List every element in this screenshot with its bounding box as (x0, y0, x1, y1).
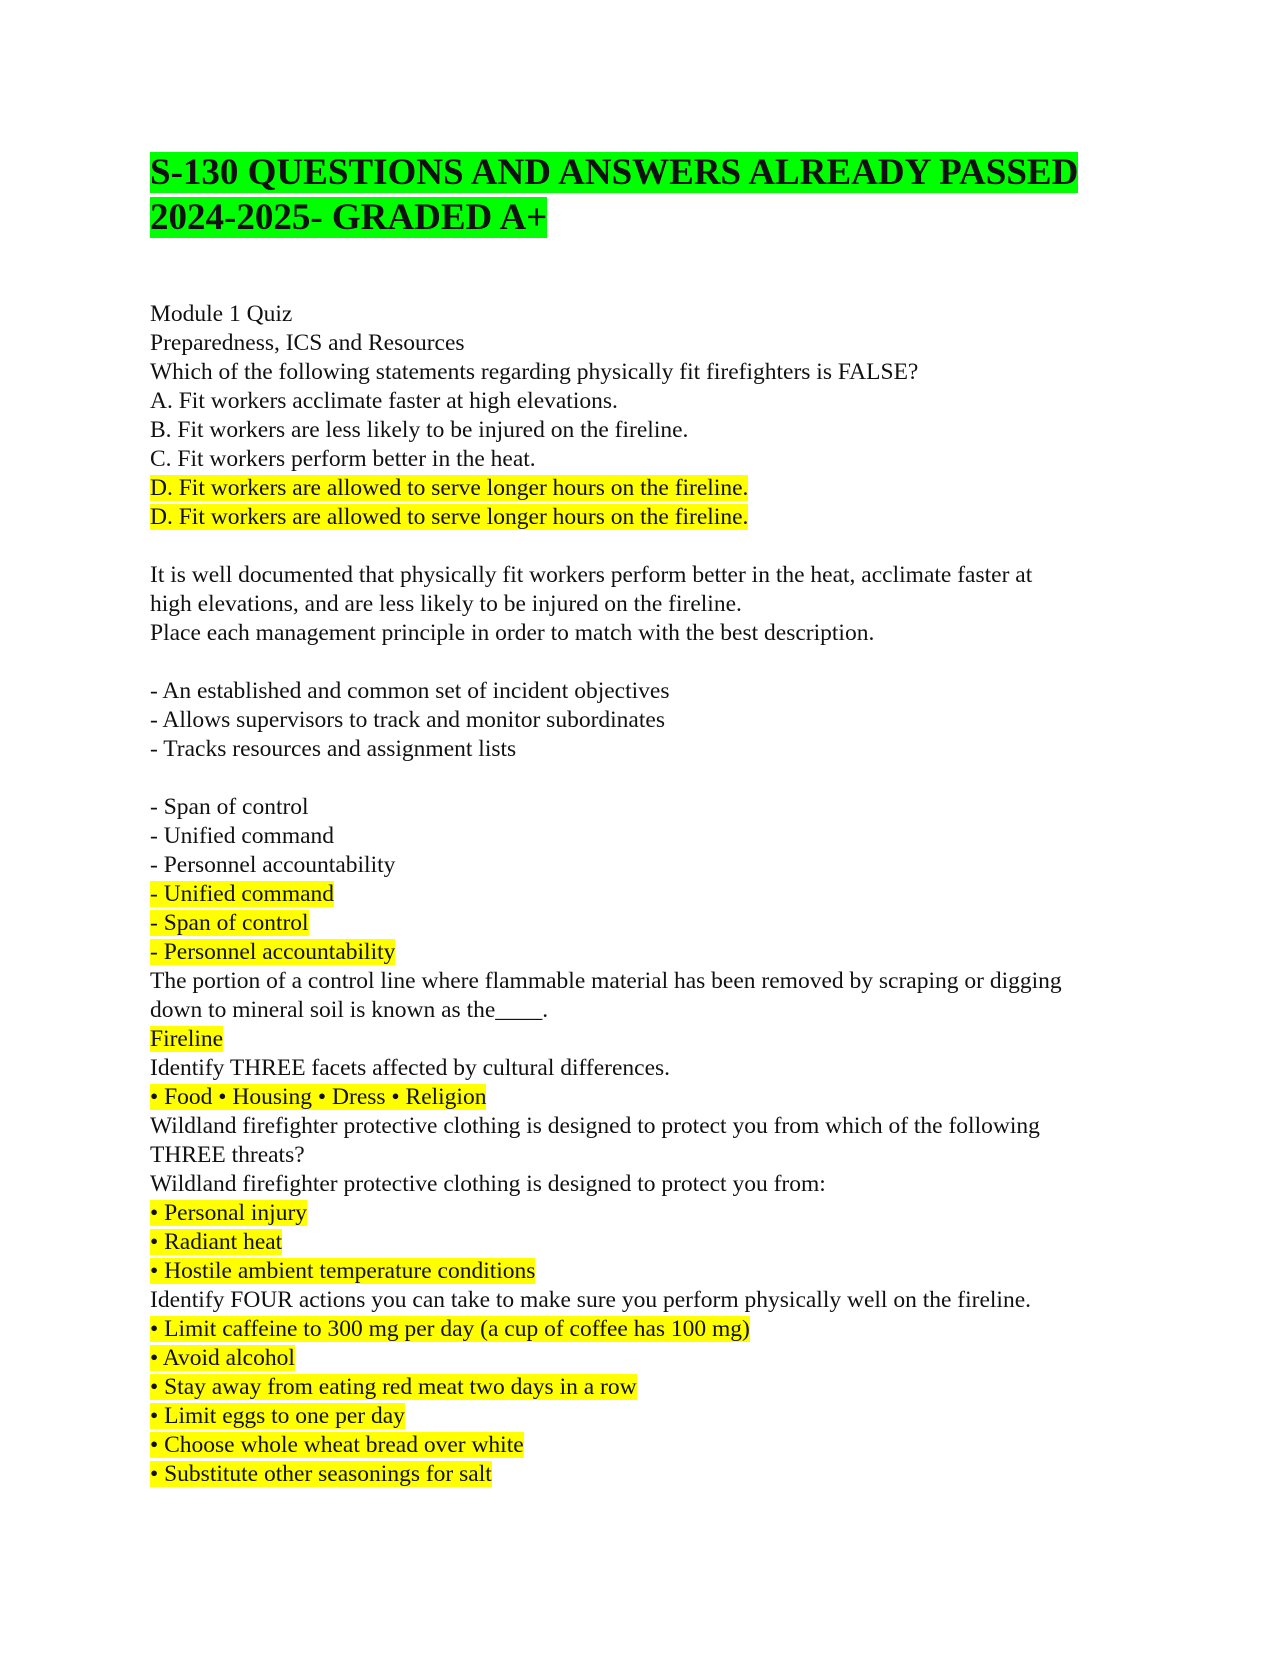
line-text: high elevations, and are less likely to be injured on the fireline. (150, 591, 742, 617)
line-text: Wildland firefighter protective clothing is designed to protect you from: (150, 1171, 826, 1197)
text-line (150, 416, 1150, 445)
answer-line (150, 1373, 1150, 1402)
text-line (150, 387, 1150, 416)
text-line (150, 735, 1150, 764)
answer-line (150, 1257, 1150, 1286)
blank-line (150, 532, 1150, 561)
text-line (150, 561, 1150, 590)
text-line (150, 706, 1150, 735)
line-text: Module 1 Quiz (150, 301, 293, 327)
document-body (150, 300, 1150, 1489)
highlighted-answer-text: - Personnel accountability (150, 939, 396, 965)
highlighted-answer-text: • Personal injury (150, 1200, 308, 1226)
text-line (150, 300, 1150, 329)
answer-line (150, 474, 1150, 503)
line-text: - An established and common set of incident objectives (150, 678, 670, 704)
title-line-1: S-130 QUESTIONS AND ANSWERS ALREADY PASSED (150, 152, 1079, 193)
line-text: Identify FOUR actions you can take to make sure you perform physically well on the fireline. (150, 1287, 1032, 1313)
answer-line (150, 909, 1150, 938)
blank-line (150, 648, 1150, 677)
highlighted-answer-text: - Span of control (150, 910, 309, 936)
highlighted-answer-text: • Substitute other seasonings for salt (150, 1461, 492, 1487)
line-text: - Allows supervisors to track and monitor subordinates (150, 707, 665, 733)
text-line (150, 619, 1150, 648)
text-line (150, 793, 1150, 822)
highlighted-answer-text: • Choose whole wheat bread over white (150, 1432, 524, 1458)
answer-line (150, 1460, 1150, 1489)
line-text: - Span of control (150, 794, 309, 820)
highlighted-answer-text: D. Fit workers are allowed to serve longer hours on the fireline. (150, 475, 749, 501)
line-text: Which of the following statements regarding physically fit firefighters is FALSE? (150, 359, 919, 385)
highlighted-answer-text: - Unified command (150, 881, 335, 907)
answer-line (150, 1344, 1150, 1373)
line-text: It is well documented that physically fit workers perform better in the heat, acclimate faster at (150, 562, 1033, 588)
highlighted-answer-text: D. Fit workers are allowed to serve longer hours on the fireline. (150, 504, 749, 530)
highlighted-answer-text: • Hostile ambient temperature conditions (150, 1258, 536, 1284)
text-line (150, 996, 1150, 1025)
text-line (150, 1112, 1150, 1141)
text-line (150, 329, 1150, 358)
answer-line (150, 1199, 1150, 1228)
highlighted-answer-text: • Avoid alcohol (150, 1345, 295, 1371)
highlighted-answer-text: Fireline (150, 1026, 224, 1052)
line-text: Wildland firefighter protective clothing is designed to protect you from which of the following (150, 1113, 1040, 1139)
text-line (150, 445, 1150, 474)
text-line (150, 1141, 1150, 1170)
highlighted-answer-text: • Limit caffeine to 300 mg per day (a cup of coffee has 100 mg) (150, 1316, 750, 1342)
highlighted-answer-text: • Stay away from eating red meat two days in a row (150, 1374, 637, 1400)
text-line (150, 822, 1150, 851)
highlighted-answer-text: • Radiant heat (150, 1229, 283, 1255)
line-text: - Personnel accountability (150, 852, 396, 878)
line-text: Identify THREE facets affected by cultural differences. (150, 1055, 671, 1081)
text-line (150, 590, 1150, 619)
text-line (150, 358, 1150, 387)
line-text: - Tracks resources and assignment lists (150, 736, 517, 762)
answer-line (150, 880, 1150, 909)
document-page (150, 150, 1150, 1489)
answer-line (150, 503, 1150, 532)
line-text: Preparedness, ICS and Resources (150, 330, 465, 356)
title-line-2: 2024-2025- GRADED A+ (150, 197, 548, 238)
highlighted-answer-text: • Food • Housing • Dress • Religion (150, 1084, 487, 1110)
answer-line (150, 1228, 1150, 1257)
highlighted-answer-text: • Limit eggs to one per day (150, 1403, 405, 1429)
text-line (150, 967, 1150, 996)
text-line (150, 1170, 1150, 1199)
line-text: C. Fit workers perform better in the heat. (150, 446, 536, 472)
answer-line (150, 938, 1150, 967)
answer-line (150, 1315, 1150, 1344)
text-line (150, 1286, 1150, 1315)
text-line (150, 1054, 1150, 1083)
line-text: - Unified command (150, 823, 335, 849)
document-title (150, 150, 1150, 240)
answer-line (150, 1402, 1150, 1431)
answer-line (150, 1431, 1150, 1460)
answer-line (150, 1083, 1150, 1112)
line-text: THREE threats? (150, 1142, 305, 1168)
line-text: B. Fit workers are less likely to be injured on the fireline. (150, 417, 689, 443)
line-text: The portion of a control line where flammable material has been removed by scraping or digging (150, 968, 1062, 994)
line-text: down to mineral soil is known as the____. (150, 997, 549, 1023)
line-text: A. Fit workers acclimate faster at high elevations. (150, 388, 618, 414)
text-line (150, 677, 1150, 706)
line-text: Place each management principle in order to match with the best description. (150, 620, 875, 646)
answer-line (150, 1025, 1150, 1054)
blank-line (150, 764, 1150, 793)
text-line (150, 851, 1150, 880)
